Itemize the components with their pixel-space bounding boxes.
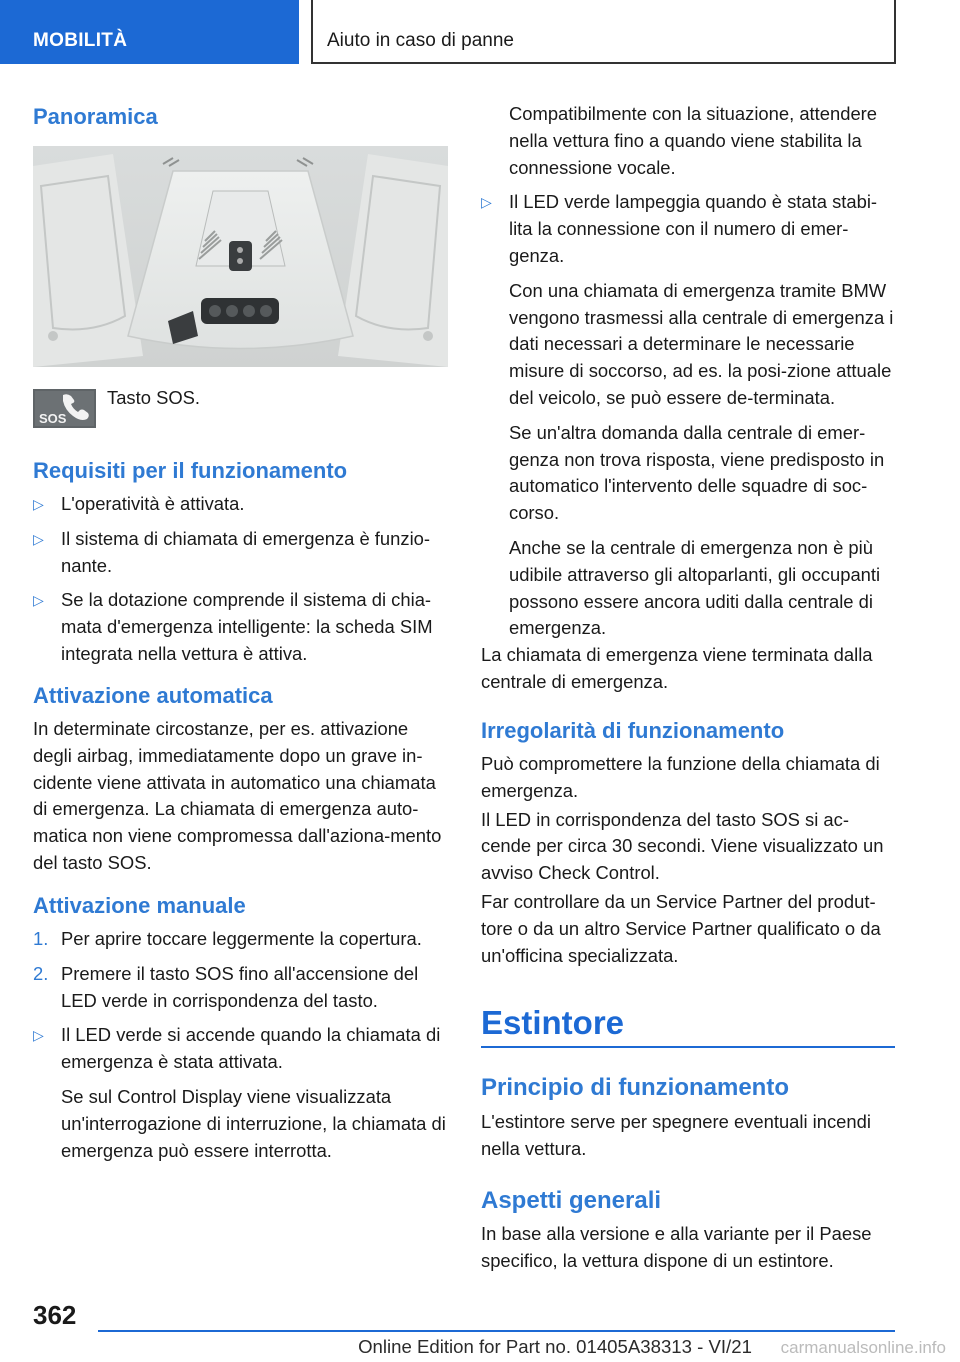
watermark: carmanualsonline.info [780, 1338, 946, 1357]
irreg-text-2: Il LED in corrispondenza del tasto SOS si ac-cende per circa 30 secondi. Viene visualizzato un avviso Check Control. [481, 808, 884, 884]
panoramica-heading: Panoramica [33, 104, 158, 129]
chapter-tab [311, 0, 896, 64]
svg-text:SOS: SOS [39, 411, 67, 426]
sos-caption: Tasto SOS. [107, 387, 201, 408]
manual-heading: Attivazione manuale [33, 893, 246, 918]
list-item: ▷ L'operatività è attivata. [33, 491, 448, 518]
list-item: ▷ Il LED verde si accende quando la chiamata di emergenza è stata attivata. [33, 1024, 441, 1073]
right-sub-text-2: Con una chiamata di emergenza tramite BMW vengono trasmessi alla centrale di emergenza i dati necessari a determinare le necessarie misure di soccorso, ad es. la posi-zione attuale del veicolo, se può essere de-terminata. [509, 279, 894, 408]
end-text: La chiamata di emergenza viene terminata dalla centrale di emergenza. [481, 644, 873, 692]
manual-sub-text: Se sul Control Display viene visualizzata un'interrogazione di interruzione, la chiamata di emergenza può essere interrotta. [61, 1085, 446, 1161]
triangle-right-outline-icon: ▷ [33, 1027, 44, 1044]
estintore-heading: Estintore [481, 1004, 625, 1041]
aspetti-text: In base alla versione e alla variante per il Paese specifico, la vettura dispone di un estintore. [481, 1223, 872, 1271]
irreg-text-3: Far controllare da un Service Partner del produt-tore o da un altro Service Partner qualificato o da un'officina specializzata. [481, 890, 881, 966]
footer-edition: Online Edition for Part no. 01405A38313 - VI/21 carmanualsonline.info [358, 1336, 946, 1357]
list-item: ▷ Il sistema di chiamata di emergenza è funzio-nante. [33, 527, 431, 576]
right-column [481, 101, 895, 698]
right-sub-text-1: Compatibilmente con la situazione, attendere nella vettura fino a quando viene stabilita la connessione vocale. [509, 103, 878, 178]
principio-text: L'estintore serve per spegnere eventuali incendi nella vettura. [481, 1111, 871, 1159]
manual-list [33, 926, 448, 1172]
triangle-right-outline-icon: ▷ [481, 194, 492, 211]
triangle-right-outline-icon: ▷ [33, 496, 44, 512]
section-tab [0, 0, 299, 64]
principio-heading: Principio di funzionamento [481, 1074, 789, 1101]
irreg-heading: Irregolarità di funzionamento [481, 718, 785, 743]
page-number: 362 [33, 1300, 77, 1330]
chapter-title: Aiuto in caso di panne [327, 30, 514, 51]
section-rule [481, 1046, 895, 1048]
triangle-right-outline-icon: ▷ [33, 530, 44, 547]
list-item: ▷ Il LED verde lampeggia quando è stata stabi-lita la connessione con il numero di emer-genza. [481, 191, 878, 266]
right-sub-text-3: Se un'altra domanda dalla centrale di emer-genza non trova risposta, viene predisposto in automatico l'intervento delle squadre di soc-corso. [509, 421, 885, 524]
section-title: MOBILITÀ [33, 30, 128, 51]
requisiti-heading: Requisiti per il funzionamento [33, 458, 348, 483]
step-item: 1. Per aprire toccare leggermente la copertura. [33, 928, 422, 949]
requisiti-list [33, 491, 448, 676]
triangle-right-outline-icon: ▷ [33, 592, 44, 609]
auto-heading: Attivazione automatica [33, 683, 273, 708]
sos-button-icon [33, 389, 96, 428]
footer-rule [98, 1330, 895, 1332]
step-item: 2. Premere il tasto SOS fino all'accensione del LED verde in corrispondenza del tasto. [33, 962, 419, 1011]
right-sub-text-4: Anche se la centrale di emergenza non è più udibile attraverso gli altoparlanti, gli occupanti possono essere ancora uditi dalla centrale di emergenza. [509, 536, 881, 639]
auto-text: In determinate circostanze, per es. attivazione degli airbag, immediatamente dopo un grave in-cidente viene attivata in automatico una chiamata di emergenza. La chiamata di emergenza auto-matica non viene compromessa dall'aziona-mento del tasto SOS. [33, 718, 442, 873]
sos-overhead-console-photo [33, 146, 448, 367]
aspetti-heading: Aspetti generali [481, 1187, 662, 1214]
irreg-text-1: Può compromettere la funzione della chiamata di emergenza. [481, 753, 880, 801]
list-item: ▷ Se la dotazione comprende il sistema di chia-mata d'emergenza intelligente: la scheda SIM integrata nella vettura è attiva. [33, 589, 433, 664]
